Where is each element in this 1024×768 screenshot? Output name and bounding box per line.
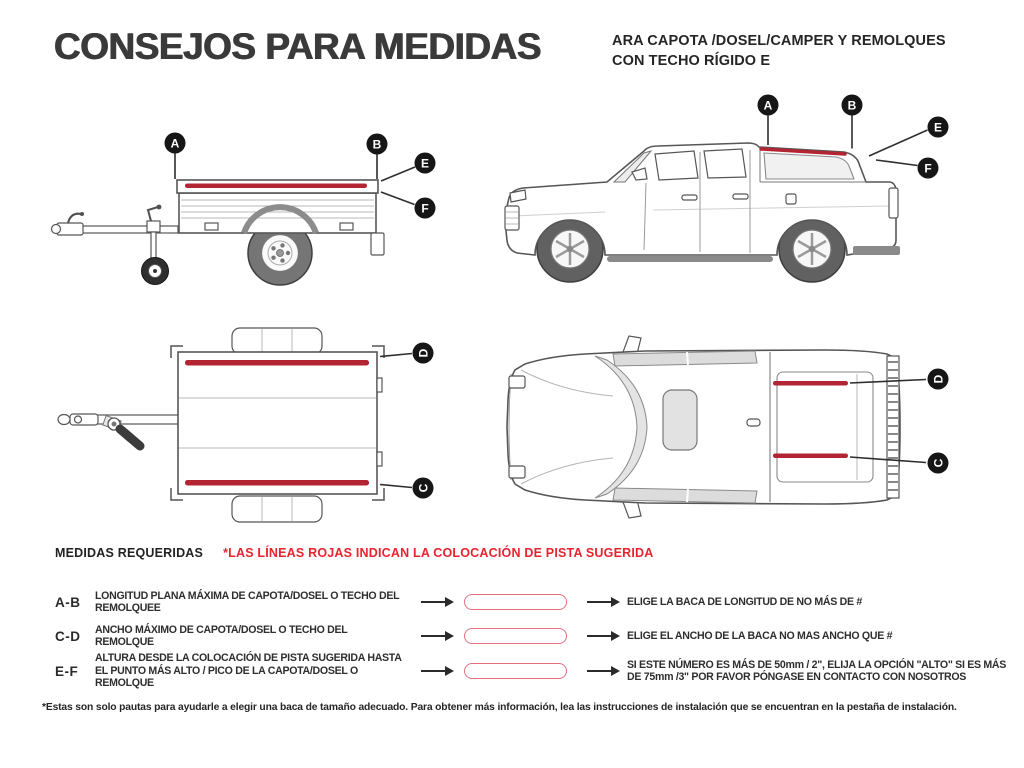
marker-e-line [869, 130, 928, 156]
marker-d-line [380, 354, 412, 357]
svg-text:D: D [416, 348, 431, 358]
range-label: A-B [55, 594, 81, 610]
trailer-side-art [52, 180, 385, 285]
svg-text:B: B [372, 137, 382, 152]
subtitle-line-2: CON TECHO RÍGIDO E [612, 53, 771, 69]
measure-result: SI ESTE NÚMERO ES MÁS DE 50mm / 2", ELIJA LA OPCIÓN "ALTO" SI ES MÁS DE 75mm /3" POR FAVOR PÓNGASE EN CONTACTO CON NOSOTROS [627, 658, 1007, 683]
measure-row-cd [55, 622, 1015, 650]
suggested-track-red-line [185, 480, 369, 486]
measures-section-label: MEDIDAS REQUERIDAS [55, 546, 204, 560]
rear-bumper [853, 246, 900, 255]
trailer-top-diagram [40, 320, 480, 530]
measure-description: ANCHO MÁXIMO DE CAPOTA/DOSEL O TECHO DEL REMOLQUE [95, 623, 348, 648]
svg-text:E: E [933, 120, 943, 135]
trailer-side-diagram [40, 95, 470, 300]
trailer-top-art [58, 328, 384, 522]
side-tab [377, 452, 382, 466]
side-tab [377, 378, 382, 392]
marker-e [928, 117, 949, 138]
svg-text:D: D [931, 374, 946, 384]
trailer-hitch-coupler [52, 212, 85, 235]
trailer-taillight [371, 233, 384, 255]
front-door-window [655, 151, 698, 180]
svg-text:A: A [170, 136, 180, 151]
trailer-box-top [178, 352, 377, 494]
measure-row-ab [55, 584, 1015, 620]
marker-c [413, 478, 434, 499]
marker-b [842, 95, 863, 116]
page-title: CONSEJOS PARA MEDIDAS [54, 26, 542, 67]
measure-rows [55, 584, 1015, 692]
suggested-track-red-line [185, 184, 367, 189]
marker-f [415, 198, 436, 219]
truck-side-diagram [495, 90, 1015, 305]
tailgate [887, 356, 899, 498]
measure-value-pill [464, 628, 567, 644]
measure-row-ef [55, 650, 1015, 692]
marker-f-line [876, 160, 918, 166]
roof-antenna [747, 419, 760, 426]
marker-b [367, 134, 388, 155]
marker-f [918, 158, 939, 179]
measure-value-pill [464, 594, 567, 610]
svg-text:B: B [847, 98, 857, 113]
subtitle-line-1: ARA CAPOTA /DOSEL/CAMPER Y REMOLQUES [612, 33, 946, 49]
trailer-wheel-bottom [232, 496, 322, 522]
range-label: E-F [55, 663, 79, 679]
marker-a [165, 133, 186, 154]
arrow-right-icon [587, 635, 611, 638]
measure-description: LONGITUD PLANA MÁXIMA DE CAPOTA/DOSEL O TECHO DEL REMOLQUEE [95, 589, 400, 614]
measure-result: ELIGE LA BACA DE LONGITUD DE NO MÁS DE # [627, 595, 863, 608]
door-handle [733, 194, 748, 199]
red-lines-note: *LAS LÍNEAS ROJAS INDICAN LA COLOCACIÓN DE PISTA SUGERIDA [223, 546, 654, 560]
svg-text:E: E [420, 156, 430, 171]
svg-text:C: C [931, 458, 946, 468]
door-handle [682, 195, 697, 200]
sunroof [663, 390, 697, 450]
arrow-right-icon [587, 601, 611, 604]
measure-value-pill [464, 663, 567, 679]
headlight-top [509, 376, 525, 388]
trailer-wheel-top [232, 328, 322, 354]
arrow-right-icon [421, 601, 445, 604]
measure-result: ELIGE EL ANCHO DE LA BACA NO MAS ANCHO QUE # [627, 629, 893, 642]
measures-header [55, 546, 653, 560]
marker-a [758, 95, 779, 116]
fuel-door [786, 194, 796, 204]
footnote: *Estas son solo pautas para ayudarle a elegir una baca de tamaño adecuado. Para obtener más información, lea las instrucciones de instalación que se encuentran en la pestaña de instalación. [42, 702, 957, 713]
marker-d [928, 369, 949, 390]
taillight [889, 188, 898, 218]
side-windows-top [613, 351, 757, 366]
svg-text:A: A [763, 98, 773, 113]
trailer-latch [205, 223, 218, 230]
measure-description: ALTURA DESDE LA COLOCACIÓN DE PISTA SUGERIDA HASTA EL PUNTO MÁS ALTO / PICO DE LA CAPOTA/DOSEL O REMOLQUE [95, 652, 402, 690]
svg-text:F: F [421, 201, 429, 216]
truck-top-art [507, 336, 900, 518]
side-windows-bottom [613, 488, 757, 503]
headlight-bottom [509, 466, 525, 478]
suggested-track-red-line [773, 381, 848, 386]
marker-c-line [380, 485, 412, 488]
arrow-right-icon [421, 670, 445, 673]
marker-f-line [381, 192, 415, 205]
trailer-jockey-wheel [142, 205, 169, 285]
rear-door-window [704, 149, 746, 178]
marker-c [928, 453, 949, 474]
suggested-track-red-line [773, 454, 848, 459]
page-subtitle [612, 31, 946, 71]
truck-top-diagram [495, 330, 1015, 530]
marker-e [415, 153, 436, 174]
arrow-right-icon [587, 670, 611, 673]
svg-text:C: C [416, 483, 431, 493]
svg-text:F: F [924, 161, 932, 176]
range-label: C-D [55, 628, 81, 644]
suggested-track-red-line [185, 360, 369, 366]
truck-side-art [505, 143, 900, 282]
bed-opening [777, 372, 873, 482]
running-board [607, 256, 773, 262]
arrow-right-icon [421, 635, 445, 638]
marker-d [413, 343, 434, 364]
trailer-latch [340, 223, 353, 230]
marker-e-line [381, 167, 415, 181]
